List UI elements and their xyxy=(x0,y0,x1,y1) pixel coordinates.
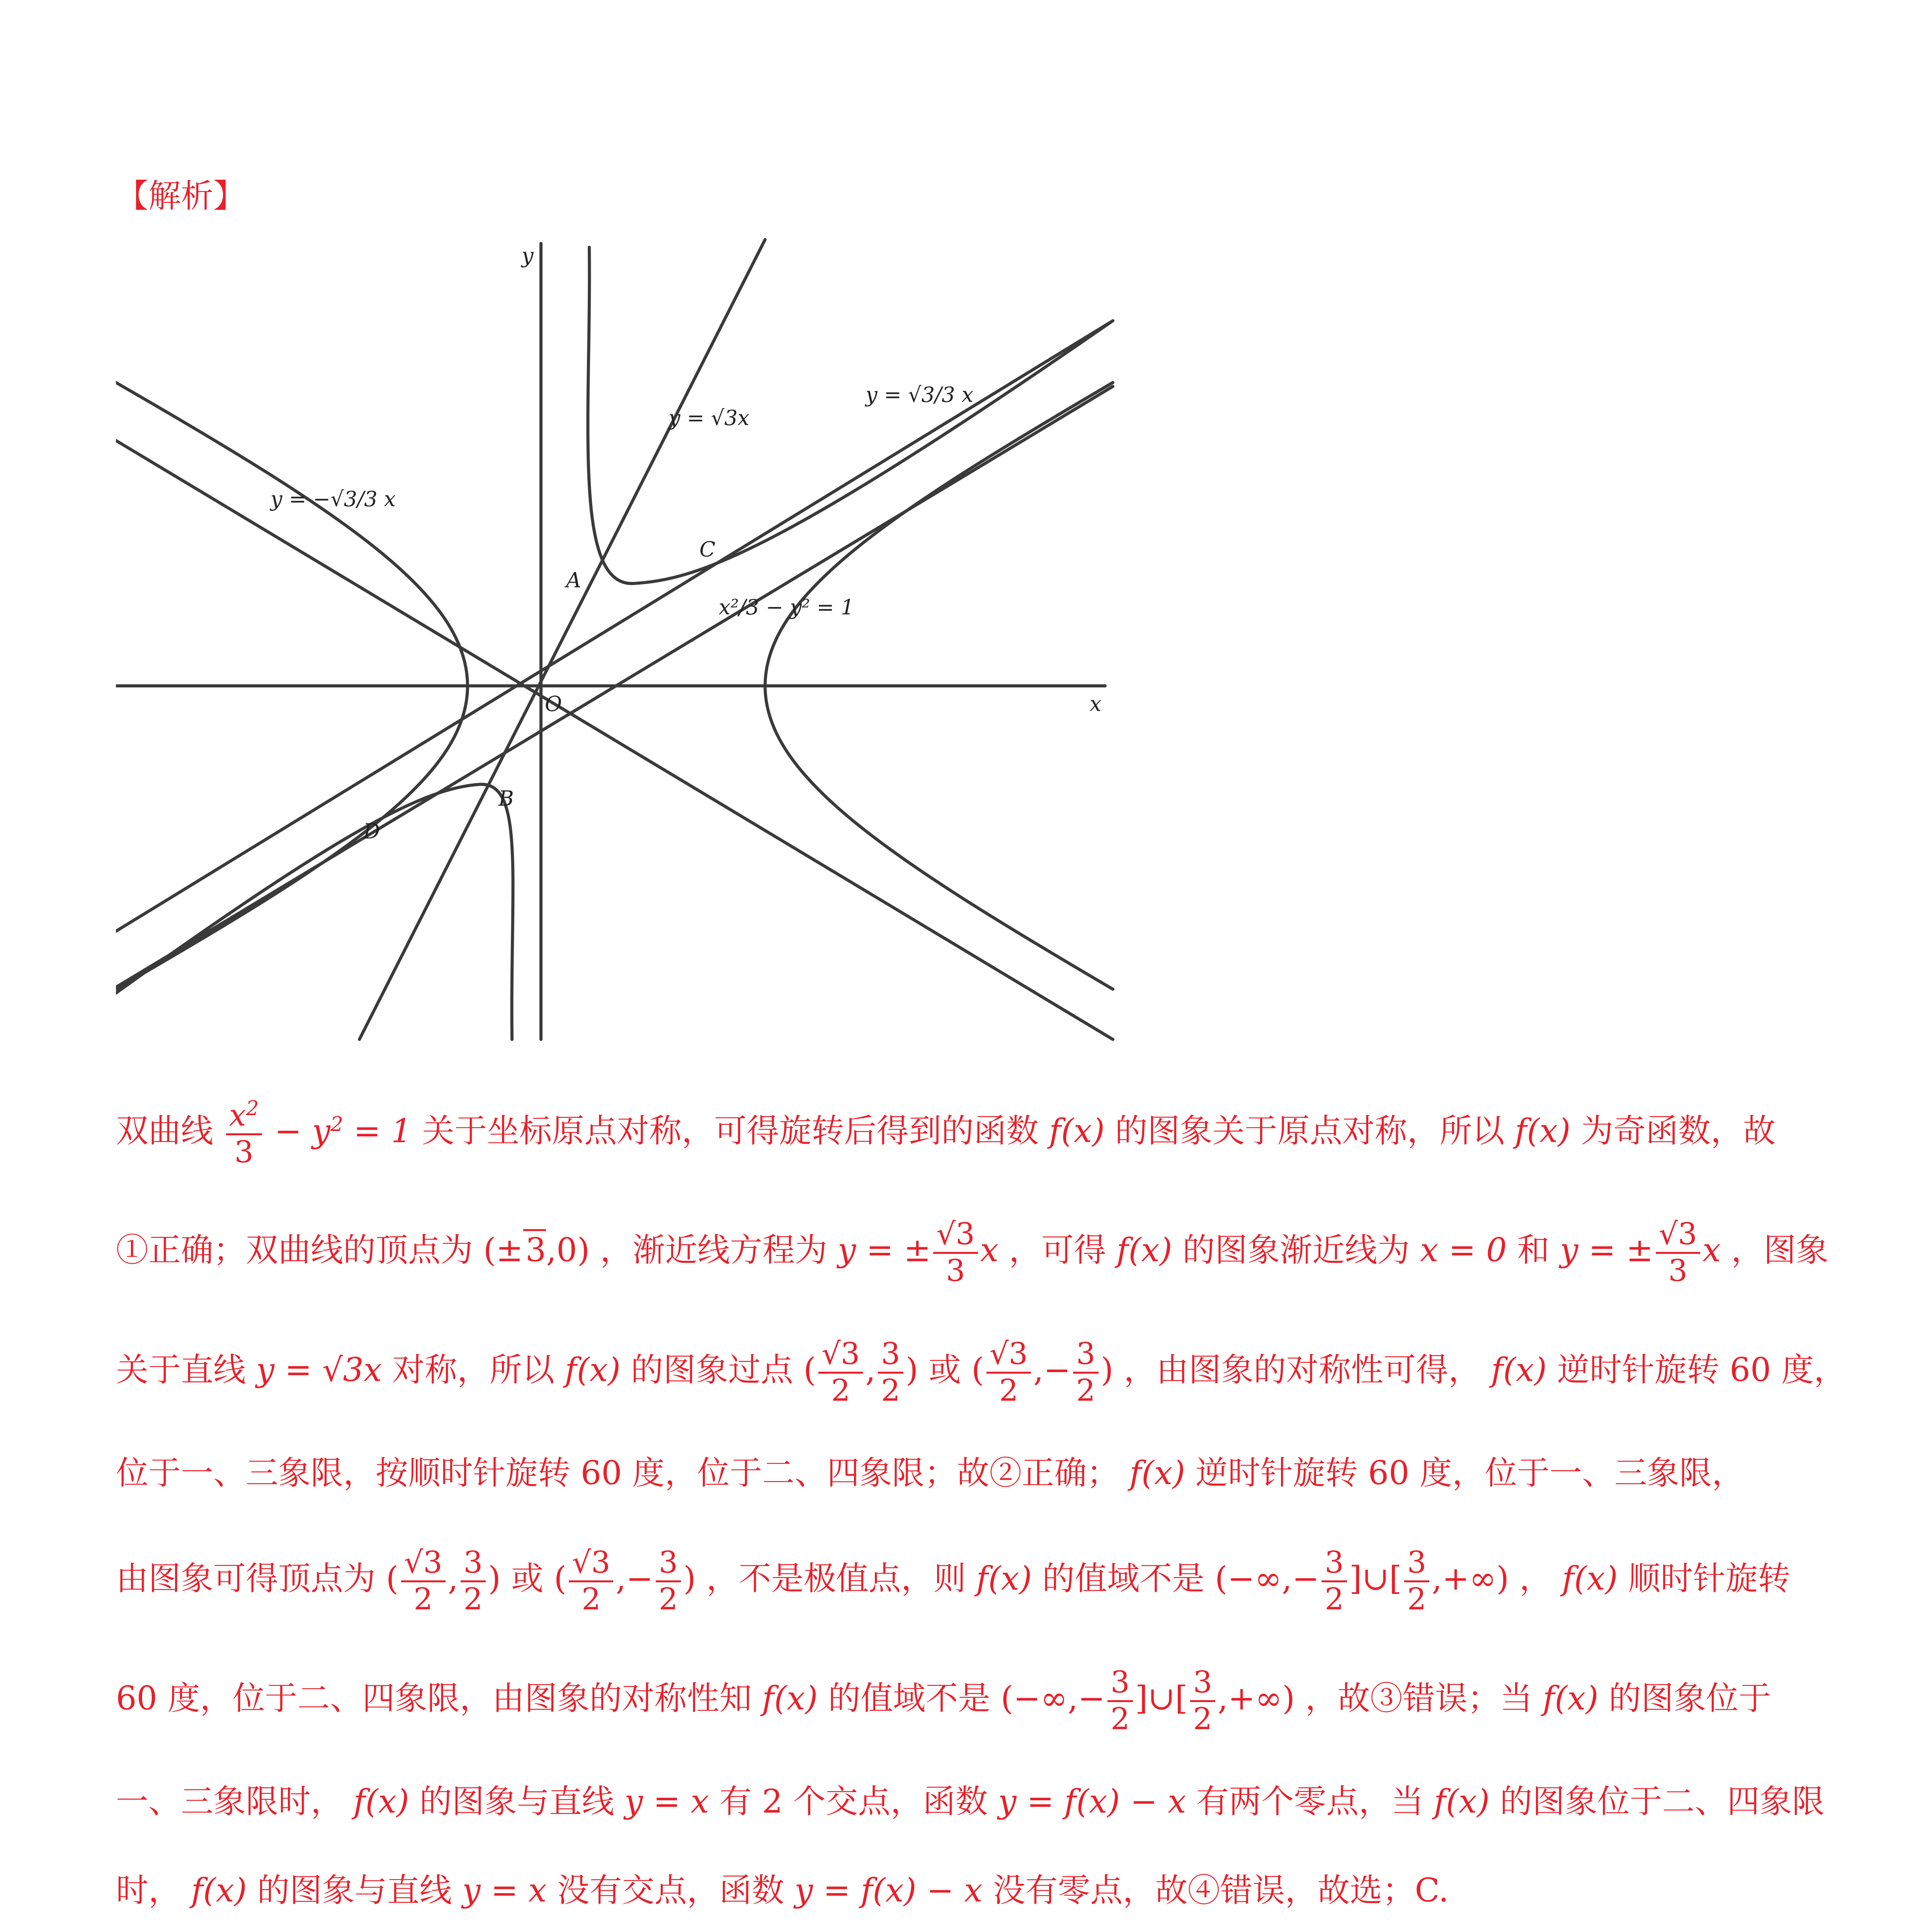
point-d-label: D xyxy=(363,819,380,844)
point-b-label: B xyxy=(498,786,514,811)
para1-line1: 双曲线 $\frac{x^2}{3}$ − $y^2 = 1$ 关于坐标原点对称，可得旋转后得到的函数 f(x) 的图象关于原点对称，所以 f(x) 为奇函数，故 xyxy=(116,1097,1776,1170)
para1-line5: 由图象可得顶点为 ( $\frac{√3}{2}$ , $\frac{3}{2}$ ) 或 ( $\frac{√3}{2}$ ,− $\frac{3}{2}$ ) ，不是极值点，则 f(x) 的值域不是 (−∞,− $\frac{3}{2}$ ]∪[ $\frac{3}{2}$ ,+∞) ， f(x) 顺时针旋转 xyxy=(116,1545,1791,1617)
hyperbola-equation-label: x²/3 − y² = 1 xyxy=(719,595,854,619)
para1-line3: 关于直线 y = √3x 对称，所以 f(x) 的图象过点 ( $\frac{√3}{2}$ , $\frac{3}{2}$ ) 或 ( $\frac{√3}{2}$ ,− $\frac{3}{2}$ ) ，由图象的对称性可得， f(x) 逆时针旋转 60 度， xyxy=(116,1337,1846,1408)
line-sqrt3x-label: y = √3x xyxy=(668,406,750,430)
point-c-label: C xyxy=(699,537,716,561)
para1-line4: 位于一、三象限，按顺时针旋转 60 度，位于二、四象限；故②正确； f(x) 逆时针旋转 60 度，位于一、三象限， xyxy=(116,1454,1745,1492)
y-axis-label: y xyxy=(522,243,534,268)
x-axis-label: x xyxy=(1090,692,1102,716)
neg-asymptote-label: y = −√3/3 x xyxy=(270,487,396,511)
para1-line2: ①正确；双曲线的顶点为 (±3,0) ，渐近线方程为 y = ± $\frac{√3}{3}$ x ，可得 f(x) 的图象渐近线为 x = 0 和 y = ± $\frac{√3}{3}$ x ，图象 xyxy=(116,1217,1829,1288)
para1-line6: 60 度，位于二、四象限，由图象的对称性知 f(x) 的值域不是 (−∞,− $\frac{3}{2}$ ]∪[ $\frac{3}{2}$ ,+∞) ，故③错误；当 f(x) 的图象位于 xyxy=(116,1665,1771,1736)
pos-asymptote-label: y = √3/3 x xyxy=(866,383,974,407)
para1-line8: 时， f(x) 的图象与直线 y = x 没有交点，函数 y = f(x) − x 没有零点，故④错误，故选；C. xyxy=(116,1871,1449,1909)
origin-label: O xyxy=(545,692,562,716)
para1-line7: 一、三象限时， f(x) 的图象与直线 y = x 有 2 个交点，函数 y = f(x) − x 有两个零点，当 f(x) 的图象位于二、四象限 xyxy=(116,1782,1825,1820)
analysis-heading: 【解析】 xyxy=(116,177,246,215)
point-a-label: A xyxy=(566,568,581,592)
hyperbola-graph xyxy=(116,224,1144,1063)
